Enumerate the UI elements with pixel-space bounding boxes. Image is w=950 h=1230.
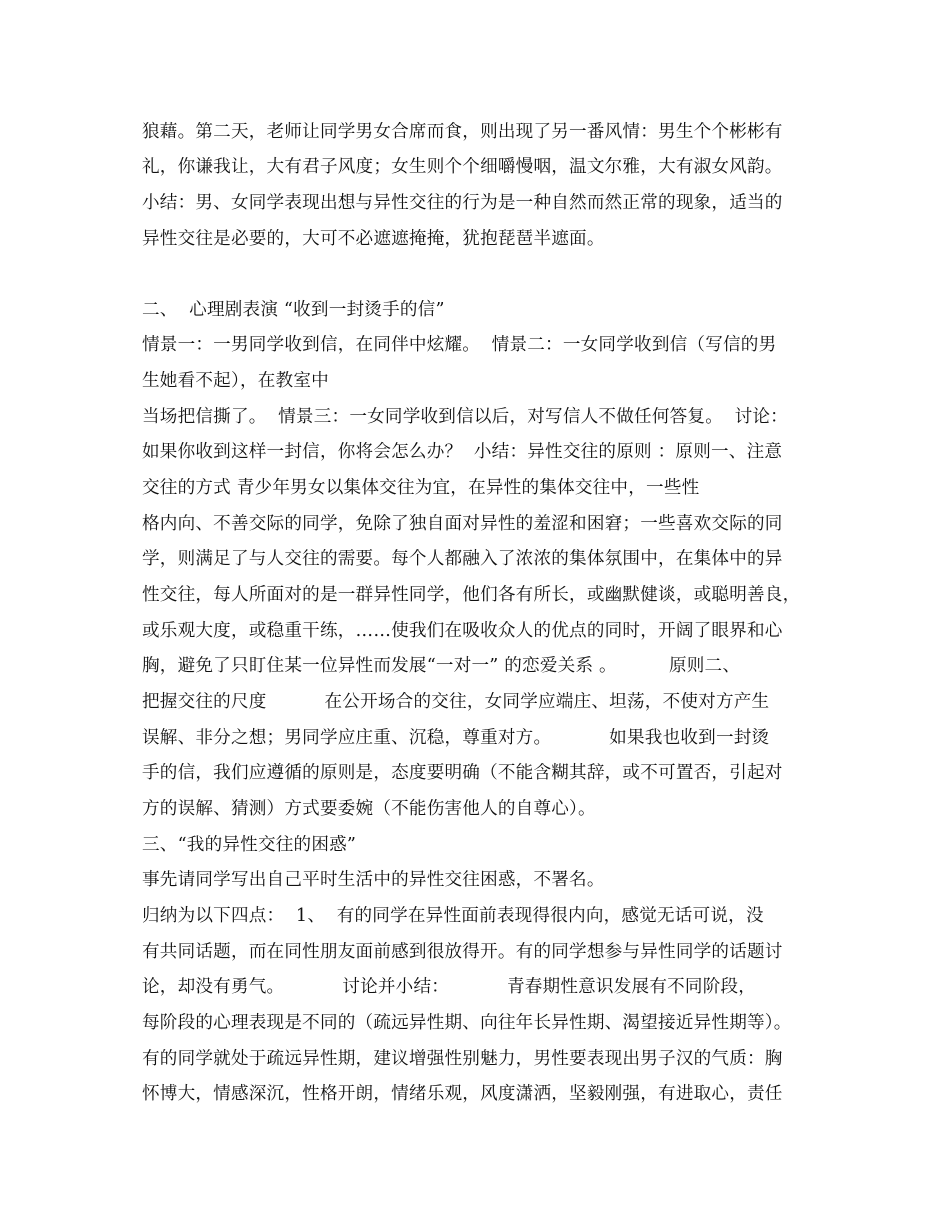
text-line: 狼藉。第二天，老师让同学男女合席而食，则出现了另一番风情：男生个个彬彬有: [142, 122, 783, 142]
text-line: 怀博大，情感深沉，性格开朗，情绪乐观，风度潇洒，坚毅刚强，有进取心，责任: [142, 1084, 783, 1104]
text-line: 学，则满足了与人交往的需要。每个人都融入了浓浓的集体氛围中，在集体中的异: [142, 549, 783, 569]
text-line: 误解、非分之想；男同学应庄重、沉稳，尊重对方。 如果我也收到一封烫: [142, 728, 770, 748]
text-line: 归纳为以下四点： 1、 有的同学在异性面前表现得很内向，感觉无话可说，没: [142, 906, 764, 926]
section-heading: 三、“我的异性交往的困惑”: [142, 835, 357, 855]
text-line: 有共同话题，而在同性朋友面前感到很放得开。有的同学想参与异性同学的话题讨: [142, 942, 783, 962]
text-line: 异性交往是必要的，大可不必遮遮掩掩，犹抱琵琶半遮面。: [142, 229, 605, 249]
text-line: 或乐观大度，或稳重干练，……使我们在吸收众人的优点的同时，开阔了眼界和心: [142, 621, 783, 641]
text-line: 交往的方式 青少年男女以集体交往为宜，在异性的集体交往中，一些性: [142, 478, 700, 498]
text-line: 格内向、不善交际的同学，免除了独自面对异性的羞涩和困窘；一些喜欢交际的同: [142, 514, 783, 534]
text-line: 有的同学就处于疏远异性期，建议增强性别魅力，男性要表现出男子汉的气质：胸: [142, 1049, 783, 1069]
text-line: 当场把信撕了。 情景三：一女同学收到信以后，对写信人不做任何答复。 讨论：: [142, 407, 788, 427]
text-line: 事先请同学写出自己平时生活中的异性交往困惑，不署名。: [142, 870, 605, 890]
text-line: 论，却没有勇气。 讨论并小结： 青春期性意识发展有不同阶段，: [142, 977, 757, 997]
text-line: 生她看不起），在教室中: [142, 371, 329, 391]
text-line: 每阶段的心理表现是不同的（疏远异性期、向往年长异性期、渴望接近异性期等）。: [142, 1013, 792, 1033]
text-line: 礼，你谦我让，大有君子风度；女生则个个细嚼慢咽，温文尔雅，大有淑女风韵。: [142, 157, 783, 177]
text-line: 小结：男、女同学表现出想与异性交往的行为是一种自然而然正常的现象，适当的: [142, 193, 783, 213]
text-line: 方的误解、猜测）方式要委婉（不能伤害他人的自尊心）。: [142, 799, 596, 819]
text-line: 如果你收到这样一封信，你将会怎么办？ 小结：异性交往的原则 ：原则一、注意: [142, 442, 783, 462]
text-line: 情景一：一男同学收到信，在同伴中炫耀。 情景二：一女同学收到信（写信的男: [142, 335, 777, 355]
text-line: 把握交往的尺度 在公开场合的交往，女同学应端庄、坦荡，不使对方产生: [142, 692, 770, 712]
text-line: 性交往，每人所面对的是一群异性同学，他们各有所长，或幽默健谈，或聪明善良，: [142, 585, 801, 605]
text-line: 手的信，我们应遵循的原则是，态度要明确（不能含糊其辞，或不可置否，引起对: [142, 763, 783, 783]
section-heading: 二、 心理剧表演 “收到一封烫手的信”: [142, 300, 445, 320]
text-line: 胸，避免了只盯住某一位异性而发展“一对一” 的恋爱关系 。 原则二、: [142, 656, 741, 676]
